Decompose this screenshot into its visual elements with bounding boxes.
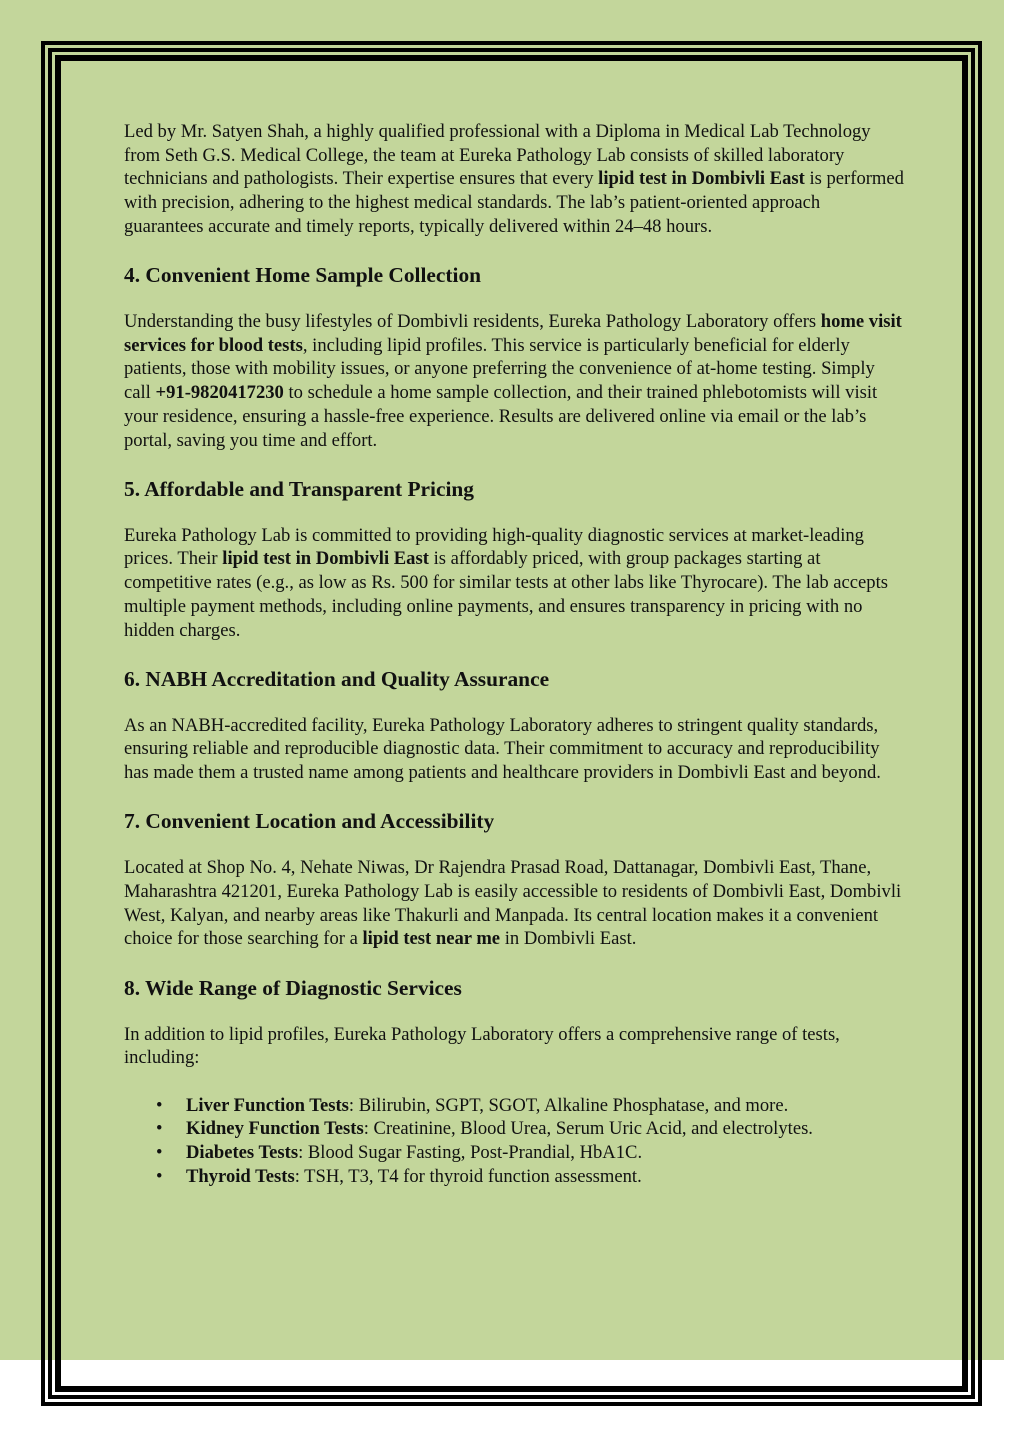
section-5-paragraph: Eureka Pathology Lab is committed to providing high-quality diagnostic services at market-leading prices. Their lipid test in Dombivli East is affordably priced, with group packages starting at competitive rates (e.g., as low as Rs. 500 for similar tests at other labs like Thyrocare). The lab accepts multiple payment methods, including online payments, and ensures transparency in pricing with no hidden charges.	[124, 524, 889, 641]
section-5-heading: 5. Affordable and Transparent Pricing	[124, 476, 474, 501]
bullet-icon: •	[156, 1141, 163, 1163]
section-8-intro: In addition to lipid profiles, Eureka Pathology Laboratory offers a comprehensive range of tests, including:	[124, 1023, 840, 1069]
list-item: • Kidney Function Tests: Creatinine, Blood Urea, Serum Uric Acid, and electrolytes.	[156, 1118, 813, 1140]
bullet-icon: •	[156, 1165, 163, 1187]
section-6-heading: 6. NABH Accreditation and Quality Assurance	[124, 666, 550, 691]
list-item: • Liver Function Tests: Bilirubin, SGPT, SGOT, Alkaline Phosphatase, and more.	[156, 1094, 789, 1116]
bullet-icon: •	[156, 1118, 163, 1140]
document-body	[124, 120, 904, 1188]
bullet-icon: •	[156, 1094, 163, 1116]
section-7-paragraph: Located at Shop No. 4, Nehate Niwas, Dr Rajendra Prasad Road, Dattanagar, Dombivli East, Thane, Maharashtra 421201, Eureka Pathology Lab is easily accessible to residents of Dombivli East, Dombivli West, Kalyan, and nearby areas like Thakurli and Manpada. Its central location makes it a convenient choice for those searching for a lipid test near me in Dombivli East.	[124, 857, 902, 950]
section-7-heading: 7. Convenient Location and Accessibility	[124, 809, 495, 834]
list-item: • Thyroid Tests: TSH, T3, T4 for thyroid function assessment.	[156, 1165, 642, 1187]
section-4-paragraph: Understanding the busy lifestyles of Dombivli residents, Eureka Pathology Laboratory offers home visit services for blood tests, including lipid profiles. This service is particularly beneficial for elderly patients, those with mobility issues, or anyone preferring the convenience of at-home testing. Simply call +91-9820417230 to schedule a home sample collection, and their trained phlebotomists will visit your residence, ensuring a hassle-free experience. Results are delivered online via email or the lab’s portal, saving you time and effort.	[124, 311, 902, 451]
list-item: • Diabetes Tests: Blood Sugar Fasting, Post-Prandial, HbA1C.	[156, 1141, 643, 1163]
section-8-heading: 8. Wide Range of Diagnostic Services	[124, 975, 462, 1000]
bottom-strip	[61, 1360, 962, 1386]
intro-paragraph: Led by Mr. Satyen Shah, a highly qualified professional with a Diploma in Medical Lab Technology from Seth G.S. Medical College, the team at Eureka Pathology Lab consists of skilled laboratory technicians and pathologists. Their expertise ensures that every lipid test in Dombivli East is performed with precision, adhering to the highest medical standards. The lab’s patient-oriented approach guarantees accurate and timely reports, typically delivered within 24–48 hours.	[124, 121, 904, 237]
services-list	[124, 1094, 904, 1189]
section-6-paragraph: As an NABH-accredited facility, Eureka Pathology Laboratory adheres to stringent quality standards, ensuring reliable and reproducible diagnostic data. Their commitment to accuracy and reproducibility has made them a trusted name among patients and healthcare providers in Dombivli East and beyond.	[124, 714, 881, 784]
phone-number: +91-9820417230	[155, 382, 284, 404]
section-4-heading: 4. Convenient Home Sample Collection	[124, 263, 482, 288]
